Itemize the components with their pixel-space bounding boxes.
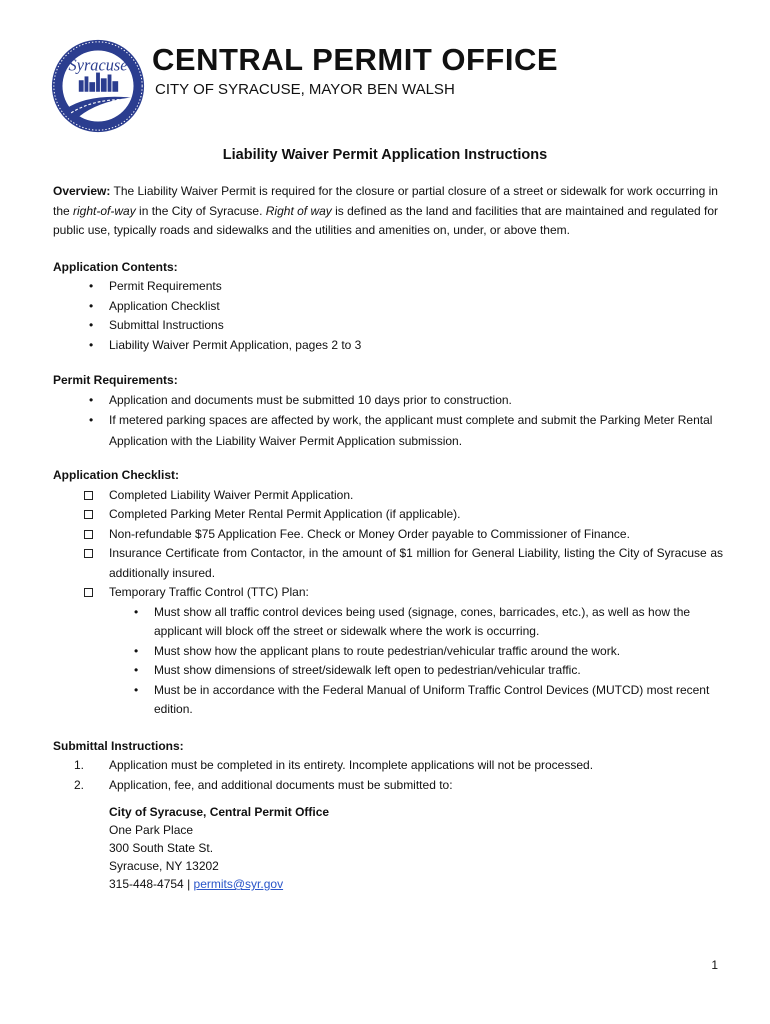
office-address xyxy=(53,803,723,893)
list-item: • Submittal Instructions xyxy=(89,318,224,332)
submittal-heading: Submittal Instructions: xyxy=(53,738,184,753)
list-item: • Must be in accordance with the Federal Manual of Uniform Traffic Control Devices (MUTCD) most recent edition. xyxy=(134,682,710,716)
contents-heading: Application Contents: xyxy=(53,259,178,274)
checkbox-icon xyxy=(84,588,93,597)
checklist-item: Insurance Certificate from Contactor, in the amount of $1 million for General Liability, listing the City of Syracuse as additionally insured. xyxy=(53,544,723,583)
list-item: • Application and documents must be submitted 10 days prior to construction. xyxy=(89,392,512,407)
checkbox-icon xyxy=(84,491,93,500)
phone-number: 315-448-4754 xyxy=(109,877,184,891)
overview-text-1: The Liability Waiver Permit is required for the closure or partial closure of a street or sidewalk for work occurring in the xyxy=(53,184,718,218)
submittal-steps xyxy=(53,756,723,795)
checklist-list xyxy=(53,486,723,720)
overview-paragraph xyxy=(53,182,723,241)
list-item: • Application Checklist xyxy=(89,298,220,313)
checklist-item: Temporary Traffic Control (TTC) Plan: • Must show all traffic control devices being used (signage, cones, barricades, etc.), as well as how the applicant will block off the street or sidewalk where the work is occurring. • Must show how the applicant plans to route pedestrian/vehicular traffic around the work. • Must show dimensions of street/sidewalk left open to pedestrian/vehicular traffic. • Must be in accordance with the Federal Manual of Uniform Traffic Control Devices (MUTCD) most recent edition. xyxy=(53,583,723,720)
overview-em-2: Right of way xyxy=(265,203,332,218)
list-item: • Must show how the applicant plans to route pedestrian/vehicular traffic around the work. xyxy=(134,643,621,658)
address-line: Syracuse, NY 13202 xyxy=(109,859,219,873)
checklist-item: Completed Parking Meter Rental Permit Application (if applicable). xyxy=(53,505,723,525)
contact-line: 315-448-4754 | permits@syr.gov xyxy=(109,877,284,891)
list-item: • Permit Requirements xyxy=(89,279,222,293)
city-seal-logo xyxy=(50,38,146,134)
list-item: • Liability Waiver Permit Application, pages 2 to 3 xyxy=(89,337,362,352)
page-number: 1 xyxy=(711,958,718,972)
checklist-item: Completed Liability Waiver Permit Application. xyxy=(53,486,723,506)
list-item: • If metered parking spaces are affected by work, the applicant must complete and submit the Parking Meter Rental Application with the Liability Waiver Permit Application submission. xyxy=(89,413,713,448)
office-title: CENTRAL PERMIT OFFICE xyxy=(152,42,559,77)
overview-text-2: in the City of Syracuse. xyxy=(135,203,266,218)
document-body xyxy=(53,182,723,893)
overview-label: Overview: xyxy=(53,184,111,198)
contents-list xyxy=(53,277,723,355)
overview-text-3: is defined as the land and facilities that are maintained and regulated for public use, typically roads and sidewalks and the utilities and amenities on, under, or above them. xyxy=(53,203,719,237)
overview-em-1: right-of-way xyxy=(73,203,136,218)
document-title: Liability Waiver Permit Application Instructions xyxy=(222,147,548,163)
list-item: 1. Application must be completed in its entirety. Incomplete applications will not be processed. xyxy=(74,758,594,772)
ttc-plan-list xyxy=(109,603,723,720)
requirements-heading: Permit Requirements: xyxy=(53,373,178,387)
requirements-list xyxy=(53,391,723,453)
list-item: • Must show dimensions of street/sidewalk left open to pedestrian/vehicular traffic. xyxy=(134,663,581,677)
checkbox-icon xyxy=(84,530,93,539)
checkbox-icon xyxy=(84,549,93,558)
address-name: City of Syracuse, Central Permit Office xyxy=(109,805,330,819)
seal-text: Syracuse xyxy=(68,55,128,75)
checklist-heading: Application Checklist: xyxy=(53,468,180,482)
checklist-item: Non-refundable $75 Application Fee. Check or Money Order payable to Commissioner of Finance. xyxy=(53,525,723,545)
office-subtitle: CITY OF SYRACUSE, MAYOR BEN WALSH xyxy=(155,81,455,98)
address-line: 300 South State St. xyxy=(109,841,214,855)
list-item: 2. Application, fee, and additional documents must be submitted to: xyxy=(74,777,453,792)
email-link[interactable]: permits@syr.gov xyxy=(193,877,284,891)
address-line: One Park Place xyxy=(109,823,194,837)
checkbox-icon xyxy=(84,510,93,519)
list-item: • Must show all traffic control devices being used (signage, cones, barricades, etc.), as well as how the applicant will block off the street or sidewalk where the work is occurring. xyxy=(134,604,691,638)
